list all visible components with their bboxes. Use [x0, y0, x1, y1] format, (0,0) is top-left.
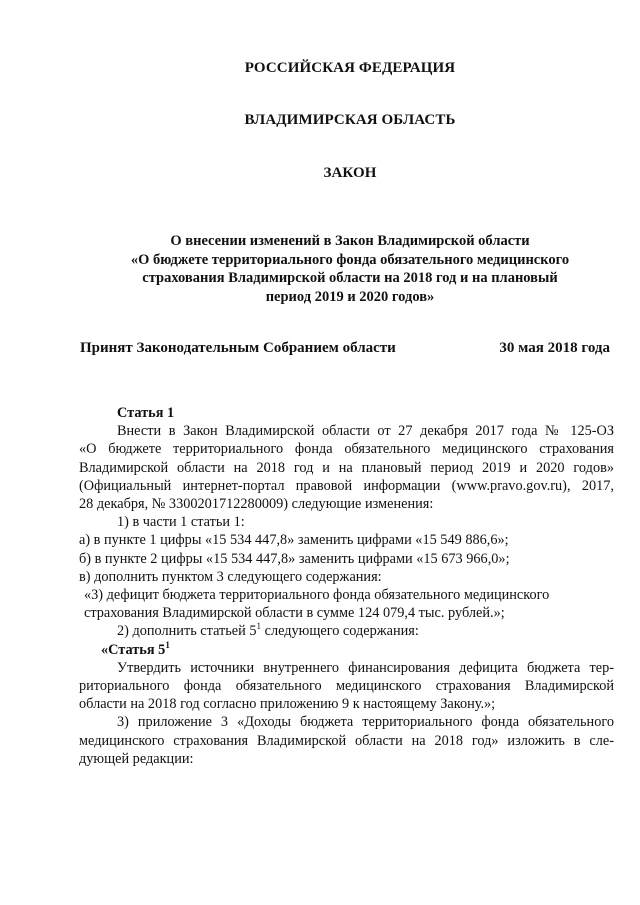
item-2-text-tail: следующего содержания: [261, 623, 419, 640]
superscript: 1 [256, 621, 262, 632]
adoption-line [80, 340, 610, 357]
superscript: 1 [165, 639, 170, 650]
adoption-label: Принят Законодательным Собранием области [80, 340, 396, 356]
new-article-title: «Статья 5 [101, 641, 166, 658]
paragraph-line: области на 2018 год согласно приложению 9 к настоящему Закону.»; [79, 696, 496, 713]
adoption-date: 30 мая 2018 года [499, 340, 610, 356]
new-article-heading [79, 641, 614, 659]
list-item: а) в пункте 1 цифры «15 534 447,8» заменить цифрами «15 549 886,6»; [79, 532, 509, 549]
law-title-line: страхования Владимирской области на 2018 год и на плановый [142, 270, 558, 286]
list-item: б) в пункте 2 цифры «15 534 447,8» заменить цифрами «15 673 966,0»; [79, 550, 510, 567]
paragraph-line: Владимирской области на 2018 год и на плановый период 2019 и 2020 годов» [79, 459, 614, 476]
country-heading: РОССИЙСКАЯ ФЕДЕРАЦИЯ [244, 60, 456, 76]
paragraph-line: «О бюджете территориального фонда обязательного медицинского страхования [79, 441, 614, 458]
region-heading: ВЛАДИМИРСКАЯ ОБЛАСТЬ [244, 112, 456, 128]
item-2-text: 2) дополнить статьей 5 [117, 623, 257, 640]
quoted-line: страхования Владимирской области в сумме 124 079,4 тыс. рублей.»; [84, 605, 505, 622]
paragraph-line: Утвердить источники внутреннего финансирования дефицита бюджета тер- [117, 659, 614, 676]
doc-type-heading: ЗАКОН [323, 165, 377, 181]
paragraph-line: 28 декабря, № 3300201712280009) следующие изменения: [79, 496, 434, 513]
law-title-line: О внесении изменений в Закон Владимирской области [170, 233, 530, 249]
law-title [60, 232, 640, 306]
list-item: в) дополнить пунктом 3 следующего содержания: [79, 568, 382, 585]
paragraph-line: медицинского страхования Владимирской области на 2018 год» изложить в сле- [79, 732, 614, 749]
list-item [79, 622, 614, 640]
quoted-line: «3) дефицит бюджета территориального фонда обязательного медицинского [84, 587, 550, 604]
paragraph-line: дующей редакции: [79, 750, 194, 767]
paragraph-line: Внести в Закон Владимирской области от 27 декабря 2017 года № 125-ОЗ [117, 423, 614, 440]
article-heading: Статья 1 [117, 405, 175, 421]
paragraph-line: 3) приложение 3 «Доходы бюджета территориального фонда обязательного [117, 714, 614, 731]
law-title-line: период 2019 и 2020 годов» [265, 288, 435, 305]
law-title-line: «О бюджете территориального фонда обязательного медицинского [130, 251, 570, 268]
paragraph-line: риториального фонда обязательного медицинского страхования Владимирской [79, 678, 614, 695]
list-item: 1) в части 1 статьи 1: [117, 514, 245, 531]
paragraph-line: (Официальный интернет-портал правовой информации (www.pravo.gov.ru), 2017, [79, 477, 614, 494]
article-1-body [79, 404, 614, 768]
